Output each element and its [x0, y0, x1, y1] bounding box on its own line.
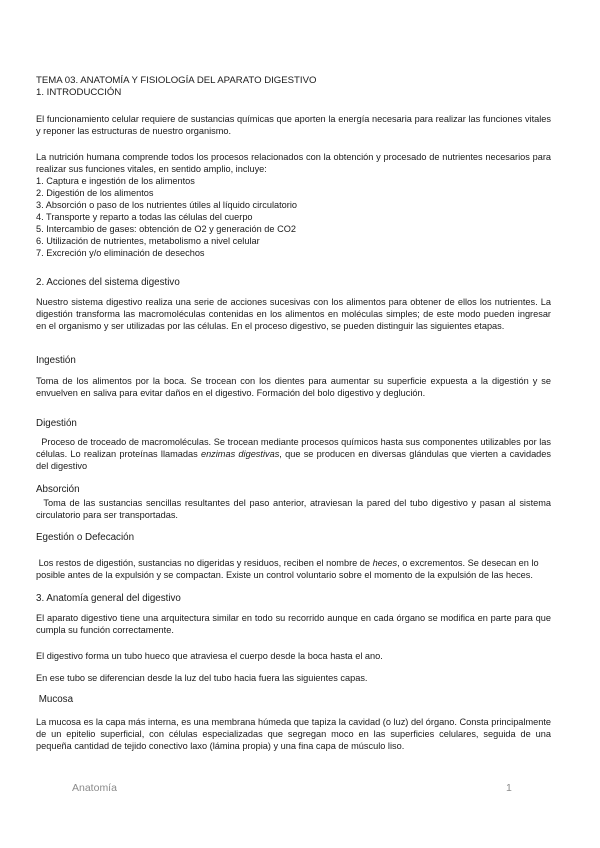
section-2-heading: 2. Acciones del sistema digestivo: [36, 277, 180, 288]
heces-term: heces: [372, 558, 398, 568]
document-title: TEMA 03. ANATOMÍA Y FISIOLOGÍA DEL APARATO DIGESTIVO: [36, 75, 317, 86]
list-item: 3. Absorción o paso de los nutrientes útiles al líquido circulatorio: [36, 200, 297, 210]
enzimas-digestivas-term: enzimas digestivas: [200, 449, 280, 459]
mucosa-paragraph: La mucosa es la capa más interna, es una membrana húmeda que tapiza la cavidad (o luz) del órgano. Consta principalmente de un epitelio superficial, con células especializadas que segregan moco en las superficies celulares, seguida de una pequeña cantidad de tejido conectivo laxo (lámina propia) y una fina capa de músculo liso.: [36, 717, 551, 751]
ingestion-heading: Ingestión: [36, 355, 76, 366]
page-number: 1: [506, 782, 512, 794]
footer-label: Anatomía: [72, 782, 117, 794]
digestion-paragraph: Proceso de troceado de macromoléculas. Se trocean mediante procesos químicos hasta sus componentes utilizables por las células. Lo realizan proteínas llamadas enzimas digestivas, que se producen en diversas glándulas que vierten a cavidades del digestivo: [36, 437, 554, 471]
section-3-paragraph-3: En ese tubo se diferencian desde la luz del tubo hacia fuera las siguientes capas.: [36, 673, 368, 683]
section-3-paragraph-2: El digestivo forma un tubo hueco que atraviesa el cuerpo desde la boca hasta el ano.: [36, 651, 383, 661]
digestion-heading: Digestión: [36, 418, 77, 429]
nutrition-process-list: [36, 175, 551, 259]
egestion-heading: Egestión o Defecación: [36, 532, 135, 543]
section-3-heading: 3. Anatomía general del digestivo: [36, 593, 181, 604]
section-1-heading: 1. INTRODUCCIÓN: [36, 87, 122, 98]
egestion-paragraph: Los restos de digestión, sustancias no digeridas y residuos, reciben el nombre de heces, o excrementos. Se desecan en lo posible antes de la expulsión y se compactan. Existe un control voluntario sobre el momento de la expulsión de las heces.: [36, 558, 542, 580]
absorcion-paragraph: Toma de las sustancias sencillas resultantes del paso anterior, atraviesan la pared del tubo digestivo y pasan al sistema circulatorio para ser transportadas.: [36, 498, 554, 520]
section-2-paragraph: Nuestro sistema digestivo realiza una serie de acciones sucesivas con los alimentos para obtener de ellos los nutrientes. La digestión transforma las macromoléculas contenidas en los alimentos en moléculas simples; de este modo pueden ingresar en el organismo y ser utilizadas por las células. En el proceso digestivo, se pueden distinguir las siguientes etapas.: [36, 297, 551, 331]
list-item: 1. Captura e ingestión de los alimentos: [36, 176, 195, 186]
absorcion-heading: Absorción: [36, 484, 80, 495]
intro-paragraph-1: El funcionamiento celular requiere de sustancias químicas que aporten la energía necesaria para realizar las funciones vitales y reponer las estructuras de nuestro organismo.: [36, 114, 551, 136]
list-item: 6. Utilización de nutrientes, metabolismo a nivel celular: [36, 236, 260, 246]
list-item: 5. Intercambio de gases: obtención de O2 y generación de CO2: [36, 224, 296, 234]
list-item: 2. Digestión de los alimentos: [36, 188, 154, 198]
ingestion-paragraph: Toma de los alimentos por la boca. Se trocean con los dientes para aumentar su superficie expuesta a la digestión y se envuelven en saliva para evitar daños en el digestivo. Formación del bolo digestivo y deglución.: [36, 376, 551, 398]
section-3-paragraph-1: El aparato digestivo tiene una arquitectura similar en todo su recorrido aunque en cada órgano se modifica en parte para que cumpla su función correctamente.: [36, 613, 551, 635]
mucosa-heading: Mucosa: [36, 694, 74, 705]
list-item: 7. Excreción y/o eliminación de desechos: [36, 248, 205, 258]
list-item: 4. Transporte y reparto a todas las células del cuerpo: [36, 212, 253, 222]
intro-paragraph-2: La nutrición humana comprende todos los procesos relacionados con la obtención y procesado de nutrientes necesarios para realizar sus funciones vitales, en sentido amplio, incluye:: [36, 152, 551, 174]
